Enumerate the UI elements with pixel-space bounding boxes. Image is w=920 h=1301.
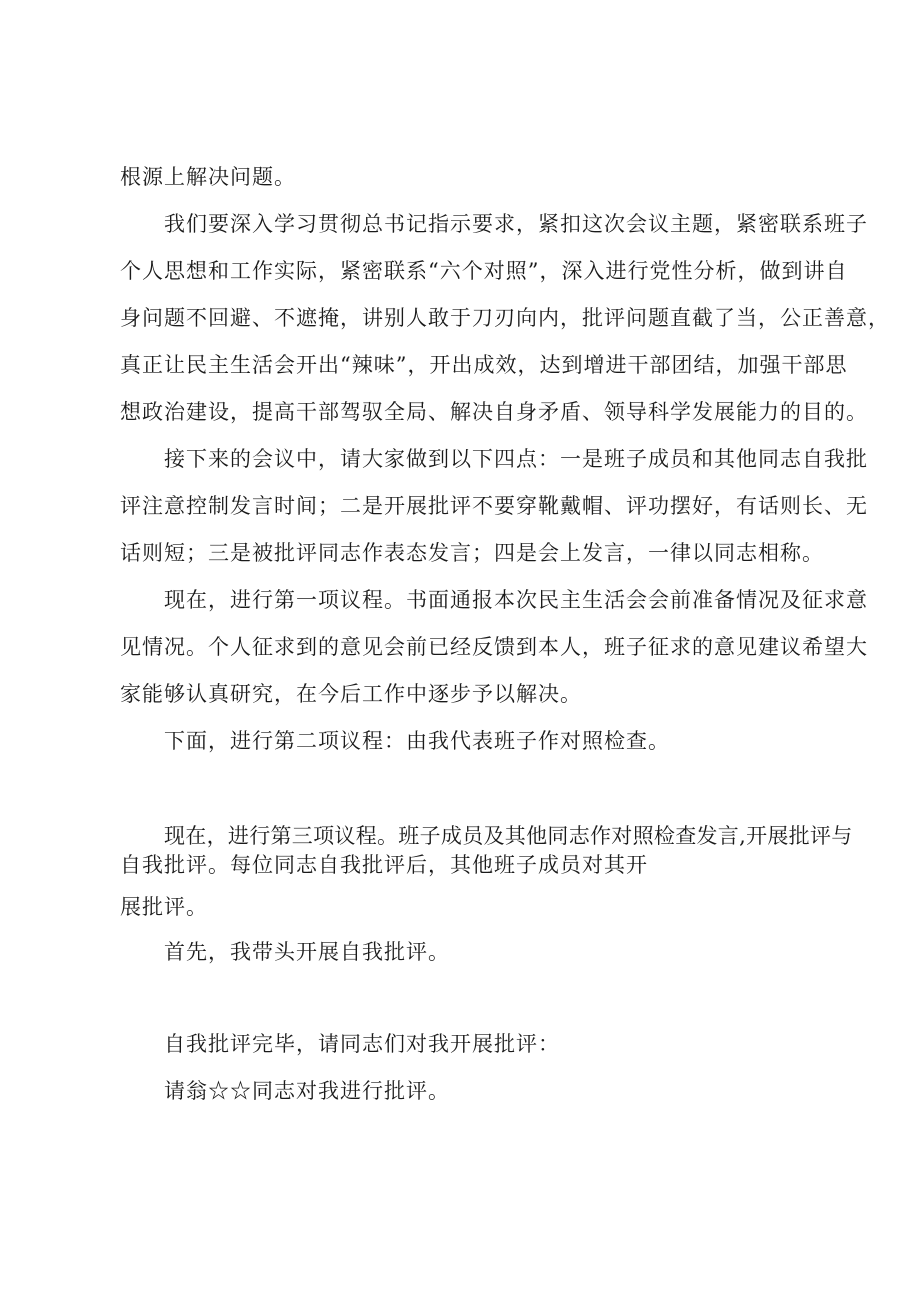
- paragraph-line: 家能够认真研究，在今后工作中逐步予以解决。: [120, 682, 582, 706]
- paragraph-line: 接下来的会议中，请大家做到以下四点：一是班子成员和其他同志自我批: [164, 447, 868, 471]
- paragraph-line: 现在，进行第三项议程。班子成员及其他同志作对照检查发言,开展批评与: [164, 824, 853, 848]
- paragraph-line: 话则短；三是被批评同志作表态发言；四是会上发言，一律以同志相称。: [120, 541, 824, 565]
- paragraph-line: 展批评。: [120, 895, 208, 919]
- paragraph-line: 自我批评。每位同志自我批评后，其他班子成员对其开: [120, 853, 648, 877]
- paragraph-line: 请翁☆☆同志对我进行批评。: [164, 1079, 450, 1103]
- paragraph-line: 身问题不回避、不遮掩，讲别人敢于刀刃向内，批评问题直截了当，公正善意，: [120, 306, 890, 330]
- paragraph-line: 想政治建设，提高干部驾驭全局、解决自身矛盾、领导科学发展能力的目的。: [120, 400, 868, 424]
- paragraph-line: 现在，进行第一项议程。书面通报本次民主生活会会前准备情况及征求意: [164, 588, 868, 612]
- paragraph-line: 见情况。个人征求到的意见会前已经反馈到本人，班子征求的意见建议希望大: [120, 635, 868, 659]
- paragraph-line: 根源上解决问题。: [120, 165, 296, 189]
- paragraph-line: 真正让民主生活会开出“辣味”，开出成效，达到增进干部团结，加强干部思: [120, 353, 848, 377]
- paragraph-line: 评注意控制发言时间；二是开展批评不要穿靴戴帽、评功摆好，有话则长、无: [120, 494, 868, 518]
- paragraph-line: 自我批评完毕，请同志们对我开展批评：: [164, 1032, 560, 1056]
- paragraph-line: 个人思想和工作实际，紧密联系“六个对照”，深入进行党性分析，做到讲自: [120, 259, 848, 283]
- paragraph-line: 首先，我带头开展自我批评。: [164, 940, 450, 964]
- paragraph-line: 下面，进行第二项议程：由我代表班子作对照检查。: [164, 729, 670, 753]
- paragraph-line: 我们要深入学习贯彻总书记指示要求，紧扣这次会议主题，紧密联系班子: [164, 212, 868, 236]
